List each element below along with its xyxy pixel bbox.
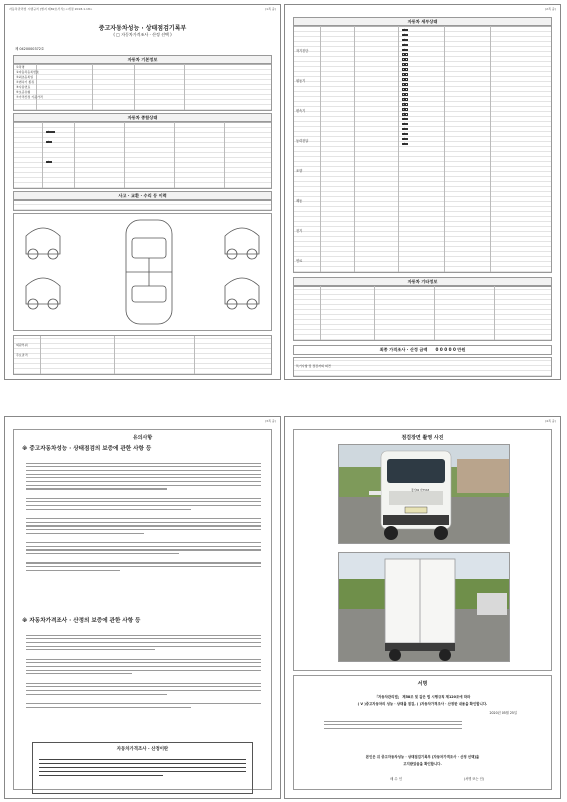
page-number: (2쪽 중) xyxy=(545,7,556,11)
car-side-left-diagram xyxy=(18,218,68,328)
other-info-table xyxy=(293,285,552,341)
truck-rear-image xyxy=(339,553,510,662)
group-label: 제동 xyxy=(296,199,303,203)
row-label: ⑥보증유형 xyxy=(16,90,31,94)
page-subtitle: ( □ 자동차가격조사 · 산정 선택 ) xyxy=(113,32,172,37)
notice-text-1 xyxy=(26,460,261,573)
page-number: (3쪽 중) xyxy=(265,419,276,423)
accident-legend xyxy=(13,199,272,211)
page-number: (1쪽 중) xyxy=(265,7,276,11)
row-label: ④변속기 종류 xyxy=(16,80,35,84)
signer-lines xyxy=(324,718,521,732)
final-amount-bar xyxy=(293,345,552,355)
car-top-diagram xyxy=(114,216,184,330)
law-text-2: ( V )중고자동차의 성능 · 상태를 점검, ( )자동차가격조사 · 산정한 내용을 확인합니다. xyxy=(357,702,488,706)
row-label: ⑦가격산정 기준가격 xyxy=(16,95,43,99)
signature-title: 서명 xyxy=(417,681,428,687)
truck-front-photo xyxy=(338,444,510,544)
photo-frame xyxy=(293,429,552,671)
car-diagram-area xyxy=(13,213,272,331)
row-label: ①차명 xyxy=(16,65,25,69)
page-2-detail-status xyxy=(284,4,561,380)
section-other-info: 자동차 기타정보 xyxy=(293,277,552,287)
sign-date: 2020년 05월 25일 xyxy=(489,711,517,715)
page-4-photos xyxy=(284,416,561,799)
section-basic-info: 자동차 기본정보 xyxy=(13,55,272,65)
buyer-notice-2: 고지받았음을 확인합니다. xyxy=(403,762,442,766)
section-comprehensive: 자동차 종합상태 xyxy=(13,113,272,123)
basic-info-table xyxy=(13,63,272,111)
group-label: 변속기 xyxy=(296,109,306,113)
page-number: (4쪽 중) xyxy=(545,419,556,423)
notice-title: 유의사항 xyxy=(132,435,153,441)
group-label: 전기 xyxy=(296,229,303,233)
comprehensive-table xyxy=(13,121,272,189)
license-plate: 경기82 바7563 xyxy=(411,489,430,492)
detail-status-table xyxy=(293,25,552,273)
final-amount-label: 최종 가격조사 · 산정 금액 xyxy=(379,347,428,352)
document-number: 제 0420000372호 xyxy=(15,47,45,51)
truck-rear-photo xyxy=(338,552,510,662)
page-1-performance-record xyxy=(4,4,281,380)
row-label: ③최초등록일 xyxy=(16,75,34,79)
law-text: 「자동차관리법」 제58조 및 같은 법 시행규칙 제120조에 따라 xyxy=(374,695,471,699)
row-label: ②자동차등록번호 xyxy=(16,70,39,74)
notice-heading-1: ※ 중고자동차성능 · 상태점검의 보증에 관한 사항 등 xyxy=(22,446,152,452)
checkbox-column xyxy=(402,28,408,147)
row-label: ⑤사용연료 xyxy=(16,85,31,89)
section-accident-history: 사고 · 교환 · 수리 등 이력 xyxy=(13,191,272,201)
notice-frame xyxy=(13,429,272,790)
truck-front-image xyxy=(339,445,510,544)
price-assessment-box xyxy=(32,742,253,794)
car-side-right-diagram xyxy=(217,218,267,328)
buyer-notice: 본인은 위 중고자동차성능 · 상태점검기록부 [자동차가격조사 · 산정 선택]을 xyxy=(365,755,480,759)
page-title: 중고자동차성능 · 상태점검기록부 xyxy=(98,25,187,32)
acc-row-label: 주요골격 xyxy=(16,353,28,357)
page-3-notice xyxy=(4,416,281,799)
buyer-label: 매 수 인 xyxy=(390,777,402,781)
buyer-sign-mark: (서명 또는 인) xyxy=(464,777,484,781)
section-detail-status: 자동차 세부상태 xyxy=(293,17,552,27)
group-label: 자기진단 xyxy=(296,49,309,53)
price-box-title: 자동차가격조사 · 산정이란 xyxy=(116,747,169,752)
notice-text-2 xyxy=(26,632,261,710)
group-label: 연료 xyxy=(296,259,303,263)
special-notes-label: 특기사항 및 점검자의 의견 xyxy=(296,364,331,368)
acc-row-label: 외판부위 xyxy=(16,343,28,347)
accident-parts-table xyxy=(13,335,272,375)
page-header-left: 자동차관리법 시행규칙 [별지 제82호서식] <개정 2018.1.18> xyxy=(9,7,93,11)
group-label: 원동기 xyxy=(296,79,306,83)
group-label: 동력전달 xyxy=(296,139,309,143)
final-amount-value: 0 0 0 0 0 만원 xyxy=(435,347,466,352)
special-notes-table xyxy=(293,357,552,377)
group-label: 조향 xyxy=(296,169,303,173)
signature-frame xyxy=(293,675,552,790)
photo-section-title: 점검장면 촬영 사진 xyxy=(401,435,444,441)
notice-heading-2: ※ 자동차가격조사 · 산정의 보증에 관한 사항 등 xyxy=(22,618,141,624)
